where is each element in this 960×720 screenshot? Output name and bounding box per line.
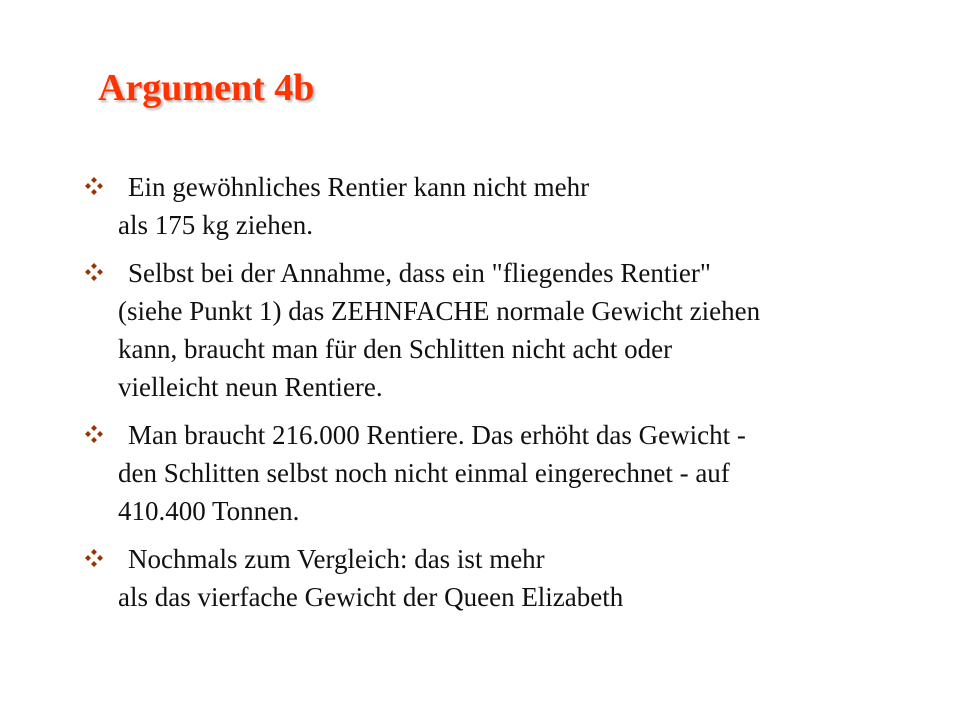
bullet-item xyxy=(84,168,904,244)
bullet-item xyxy=(84,540,904,616)
bullet-line: Man braucht 216.000 Rentiere. Das erhöht das Gewicht - xyxy=(128,420,746,450)
slide-title: Argument 4b xyxy=(98,67,315,109)
four-diamond-bullet-icon xyxy=(84,548,104,568)
bullet-item xyxy=(84,416,904,530)
bullet-line: vielleicht neun Rentiere. xyxy=(118,372,383,402)
bullet-line: den Schlitten selbst noch nicht einmal eingerechnet - auf xyxy=(118,458,730,488)
bullet-line: als 175 kg ziehen. xyxy=(118,210,313,240)
four-diamond-bullet-icon xyxy=(84,176,104,196)
bullet-line: kann, braucht man für den Schlitten nicht acht oder xyxy=(118,334,673,364)
bullet-list xyxy=(84,168,904,626)
four-diamond-bullet-icon xyxy=(84,424,104,444)
four-diamond-bullet-icon xyxy=(84,262,104,282)
bullet-item xyxy=(84,254,904,406)
bullet-line: Ein gewöhnliches Rentier kann nicht mehr xyxy=(128,172,590,202)
bullet-line: als das vierfache Gewicht der Queen Elizabeth xyxy=(118,582,624,612)
bullet-line: (siehe Punkt 1) das ZEHNFACHE normale Gewicht ziehen xyxy=(118,296,761,326)
bullet-line: 410.400 Tonnen. xyxy=(118,496,300,526)
bullet-line: Nochmals zum Vergleich: das ist mehr xyxy=(128,544,545,574)
bullet-line: Selbst bei der Annahme, dass ein "fliegendes Rentier" xyxy=(128,258,711,288)
